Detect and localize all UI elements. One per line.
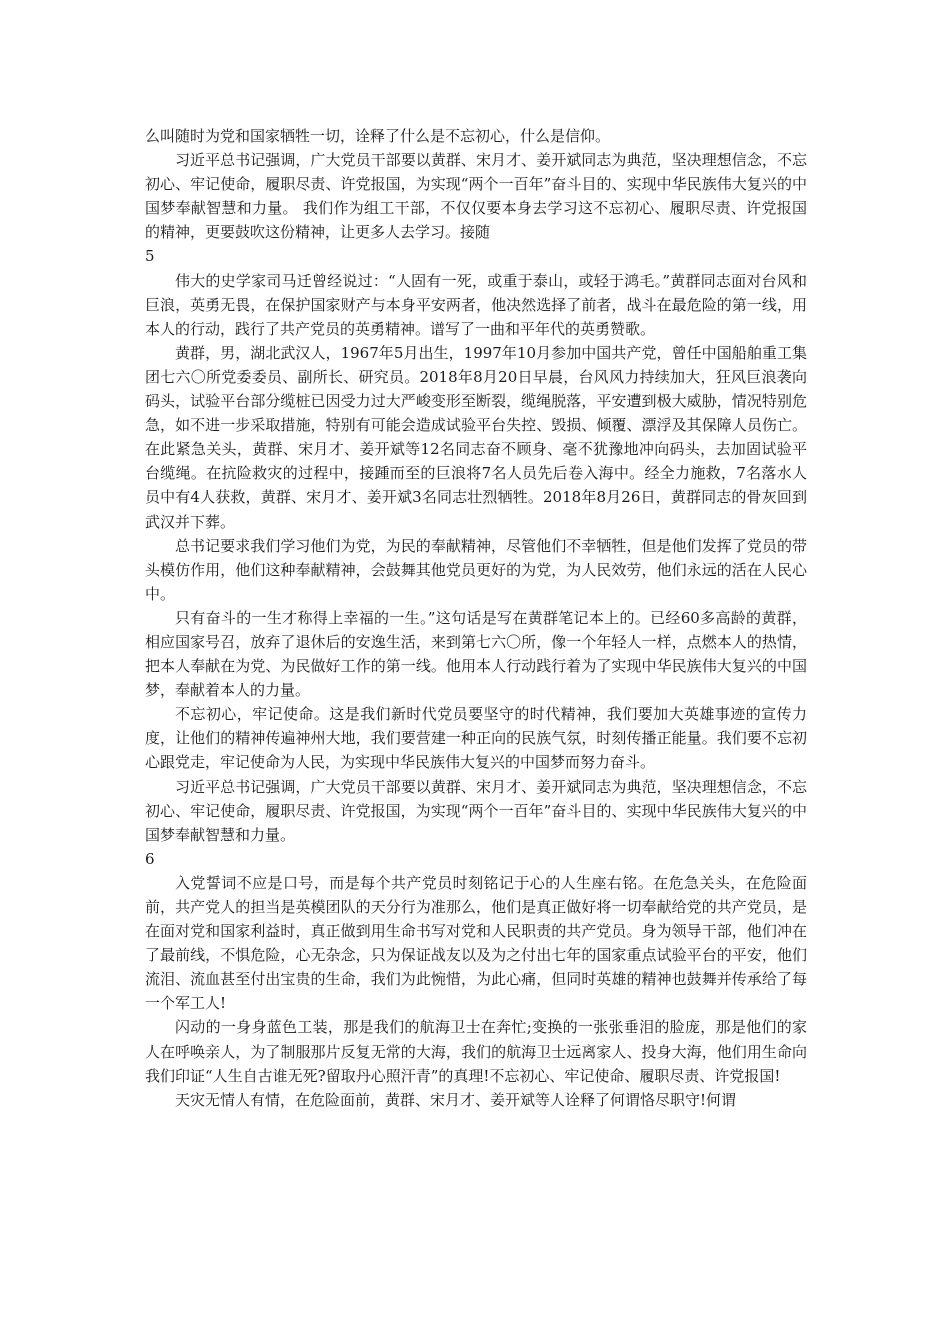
- paragraph-4: 黄群，男，湖北武汉人，1967年5月出生，1997年10月参加中国共产党，曾任中国船舶重工集团七六〇所党委委员、副所长、研究员。2018年8月20日早晨，台风风力持续加大，狂风巨浪袭向码头，试验平台部分缆桩已因受力过大严峻变形至断裂，缆绳脱落，平安遭到极大威胁，情况特别危急，如不进一步采取措施，特别有可能会造成试验平台失控、毁损、倾覆、漂浮及其保障人员伤亡。在此紧急关头，黄群、宋月才、姜开斌等12名同志奋不顾身、毫不犹豫地冲向码头，去加固试验平台缆绳。在抗险救灾的过程中，接踵而至的巨浪将7名人员先后卷入海中。经全力施救，7名落水人员中有4人获救，黄群、宋月才、姜开斌3名同志壮烈牺牲。2018年8月26日，黄群同志的骨灰回到武汉并下葬。: [145, 343, 807, 531]
- section-number-5: 5: [145, 247, 155, 266]
- section-number-6: 6: [145, 849, 155, 868]
- paragraph-6: 只有奋斗的一生才称得上幸福的一生。”这句话是写在黄群笔记本上的。已经60多高龄的黄群，相应国家号召，放弃了退休后的安逸生活，来到第七六〇所，像一个年轻人一样，点燃本人的热情，把本人奉献在为党、为民做好工作的第一线。他用本人行动践行着为了实现中华民族伟大复兴的中国梦，奉献着本人的力量。: [145, 608, 807, 700]
- paragraph-0: 么叫随时为党和国家牺牲一切，诠释了什么是不忘初心，什么是信仰。: [145, 127, 611, 145]
- paragraph-12: 天灾无情人有情，在危险面前，黄群、宋月才、姜开斌等人诠释了何谓恪尽职守!何谓: [175, 1090, 737, 1109]
- paragraph-1: 习近平总书记强调，广大党员干部要以黄群、宋月才、姜开斌同志为典范，坚决理想信念，不忘初心、牢记使命，履职尽责、许党报国，为实现“两个一百年”奋斗目的、实现中华民族伟大复兴的中国梦奉献智慧和力量。 我们作为组工干部，不仅仅要本身去学习这不忘初心、履职尽责、许党报国的精神，更要鼓吹这份精神，让更多人去学习。接随: [145, 151, 807, 242]
- document-body: [145, 124, 807, 1112]
- paragraph-8: 习近平总书记强调，广大党员干部要以黄群、宋月才、姜开斌同志为典范，坚决理想信念，不忘初心、牢记使命，履职尽责、许党报国，为实现“两个一百年”奋斗目的、实现中华民族伟大复兴的中国梦奉献智慧和力量。: [145, 777, 807, 844]
- paragraph-3: 伟大的史学家司马迁曾经说过：“人固有一死，或重于泰山，或轻于鸿毛。”黄群同志面对台风和巨浪，英勇无畏，在保护国家财产与本身平安两者，他决然选择了前者，战斗在最危险的第一线，用本人的行动，践行了共产党员的英勇精神。谱写了一曲和平年代的英勇赞歌。: [145, 271, 807, 338]
- paragraph-7: 不忘初心，牢记使命。这是我们新时代党员要坚守的时代精神，我们要加大英雄事迹的宣传力度，让他们的精神传遍神州大地，我们要营建一种正向的民族气氛，时刻传播正能量。我们要不忘初心跟党走，牢记使命为人民，为实现中华民族伟大复兴的中国梦而努力奋斗。: [145, 705, 807, 772]
- paragraph-10: 入党誓词不应是口号，而是每个共产党员时刻铭记于心的人生座右铭。在危急关头，在危险面前，共产党人的担当是英模团队的天分行为准那么，他们是真正做好将一切奉献给党的共产党员，是在面对党和国家利益时，真正做到用生命书写对党和人民职责的共产党员。身为领导干部，他们冲在了最前线，不惧危险，心无杂念，只为保证战友以及为之付出七年的国家重点试验平台的平安，他们流泪、流血甚至付出宝贵的生命，我们为此惋惜，为此心痛，但同时英雄的精神也鼓舞并传承给了每一个军工人!: [145, 873, 807, 1013]
- paragraph-11: 闪动的一身身蓝色工装，那是我们的航海卫士在奔忙;变换的一张张垂泪的脸庞，那是他们的家人在呼唤亲人，为了制服那片反复无常的大海，我们的航海卫士远离家人、投身大海，他们用生命向我们印证“人生自古谁无死?留取丹心照汗青”的真理!不忘初心、牢记使命、履职尽责、许党报国!: [145, 1018, 807, 1085]
- paragraph-5: 总书记要求我们学习他们为党，为民的奉献精神，尽管他们不幸牺牲，但是他们发挥了党员的带头模仿作用，他们这种奉献精神，会鼓舞其他党员更好的为党，为人民效劳，他们永远的活在人民心中。: [145, 536, 807, 603]
